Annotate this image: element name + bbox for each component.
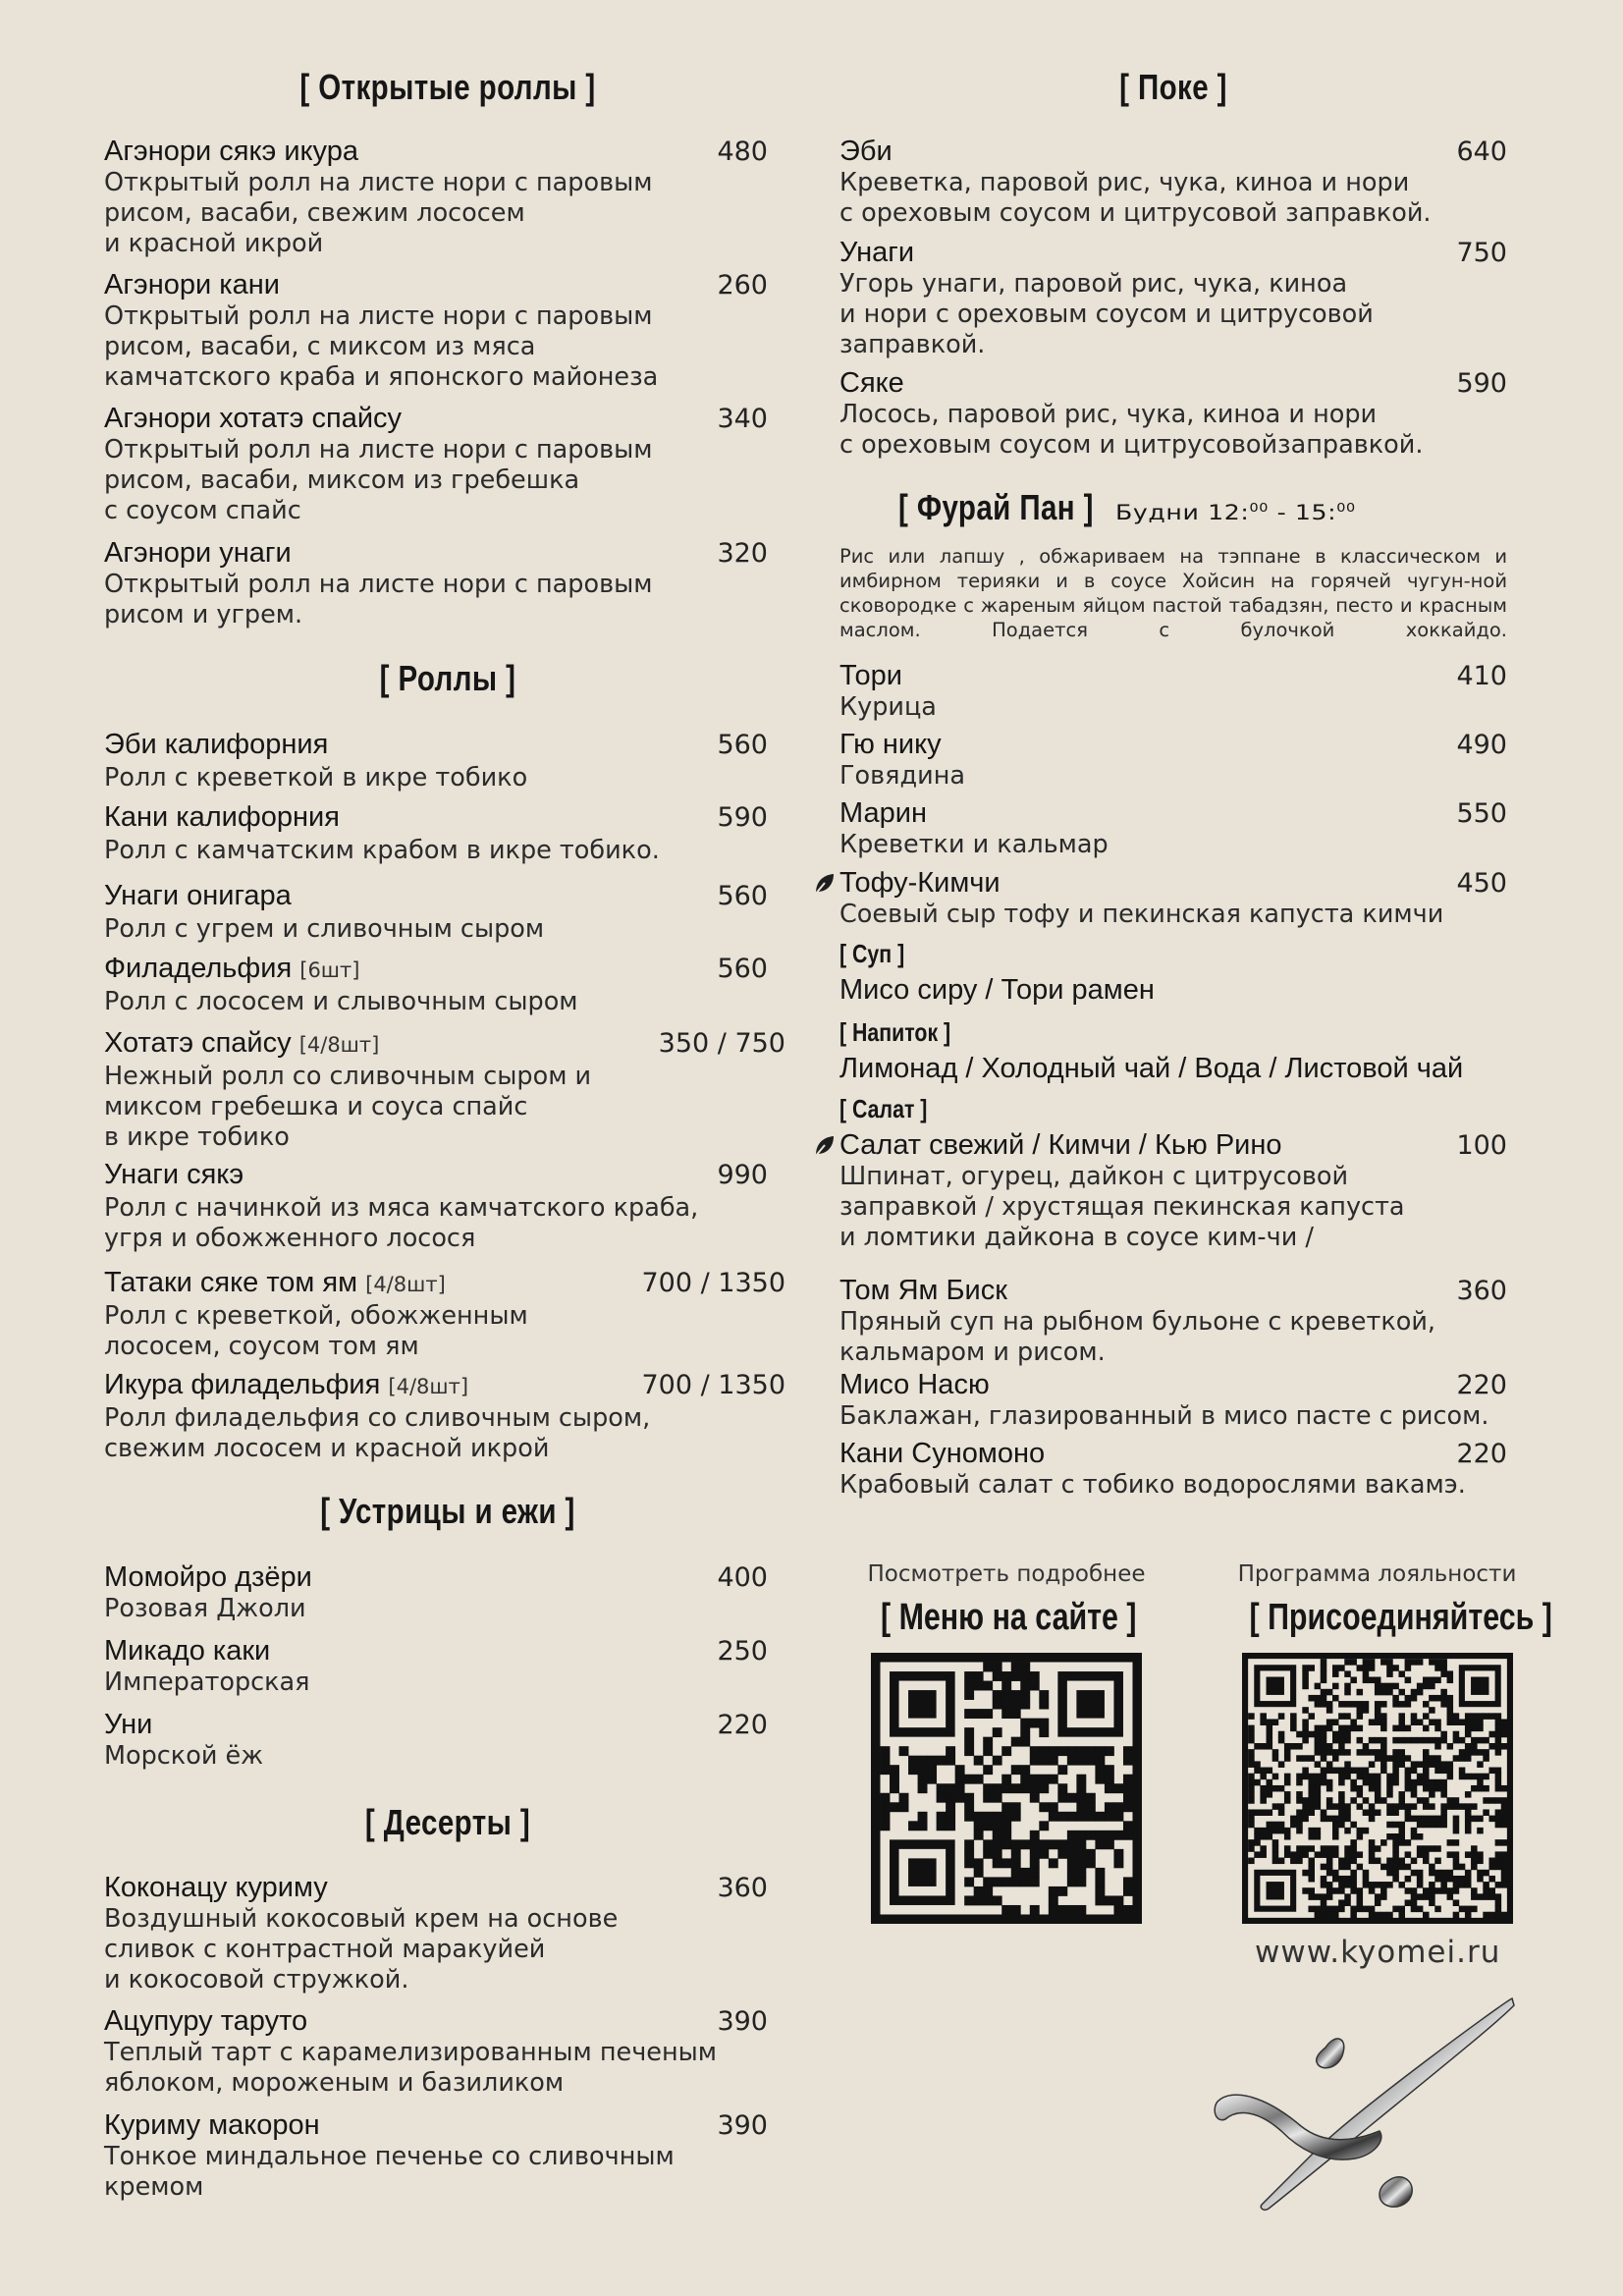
item-name: Унаги сякэ [104, 1159, 244, 1190]
menu-link-title[interactable]: [ Меню на сайте ] [881, 1597, 1137, 1638]
item-description: Ролл с лососем и слывочным сыром [104, 987, 578, 1016]
item-name: Кани Суномоно [839, 1438, 1046, 1469]
section-title-desserts: [ Десерты ] [364, 1802, 531, 1842]
item-description: Открытый ролл на листе нори с паровым рисом, васаби, с миксом из мяса камчатского краба и японского майонеза [104, 301, 659, 392]
item-description: Пряный суп на рыбном бульоне с креветкой, кальмаром и рисом. [839, 1307, 1436, 1367]
menu-item [104, 403, 791, 526]
item-description: Ролл с креветкой в икре тобико [104, 763, 528, 793]
menu-item [104, 136, 791, 259]
item-price: 590 [717, 802, 768, 833]
item-price: 390 [717, 2006, 768, 2037]
item-price: 490 [1456, 730, 1507, 760]
item-description: Тонкое миндальное печенье со сливочным кремом [104, 2142, 675, 2202]
section-title-rolls: [ Роллы ] [379, 658, 516, 698]
menu-item [104, 801, 791, 866]
menu-item [104, 1872, 791, 1995]
item-price: 250 [717, 1636, 768, 1667]
item-price: 340 [717, 404, 768, 434]
menu-item [104, 1369, 791, 1464]
website-link[interactable]: www.kyomei.ru [1255, 1935, 1501, 1970]
item-name: Уни [104, 1709, 153, 1740]
item-description: Креветка, паровой рис, чука, киноа и нори с ореховым соусом и цитрусовой заправкой. [839, 168, 1432, 228]
item-description: Ролл с угрем и сливочным сыром [104, 914, 545, 944]
item-description: Шпинат, огурец, дайкон с цитрусовой заправкой / хрустящая пекинская капуста и ломтики дайкона в соусе ким-чи / [839, 1162, 1405, 1252]
section-title-fury-pan: [ Фурай Пан ] Будни 12:$^{00}$ - 15:$^{00}$ [898, 487, 1356, 527]
menu-item [104, 537, 791, 630]
menu-item [104, 953, 791, 1017]
vegetarian-leaf-icon [812, 1133, 838, 1159]
menu-item [104, 2109, 791, 2203]
item-price: 640 [1456, 137, 1507, 167]
soup-options: Мисо сиру / Тори рамен [839, 974, 1155, 1006]
drink-options: Лимонад / Холодный чай / Вода / Листовой чай [839, 1053, 1464, 1084]
item-description: Открытый ролл на листе нори с паровым рисом, васаби, свежим лососем и красной икрой [104, 168, 653, 258]
item-price: 350 / 750 [658, 1028, 785, 1059]
loyalty-link-title[interactable]: [ Присоединяйтесь ] [1249, 1597, 1552, 1638]
item-name: Ацупуру таруто [104, 2005, 308, 2037]
brand-logo-icon [1208, 1994, 1532, 2239]
item-price: 560 [717, 730, 768, 760]
menu-item [839, 1438, 1507, 1501]
item-description: Открытый ролл на листе нори с паровым рисом, васаби, миксом из гребешка с соусом спайс [104, 435, 653, 525]
menu-item [839, 367, 1507, 461]
item-description: Ролл с начинкой из мяса камчатского краба, угря и обожженного лосося [104, 1193, 699, 1253]
item-description: Нежный ролл со сливочным сыром и миксом гребешка и соуса спайс в икре тобико [104, 1062, 592, 1152]
vegetarian-leaf-icon [812, 871, 838, 897]
item-price: 360 [1456, 1276, 1507, 1306]
item-price: 400 [717, 1562, 768, 1593]
menu-item [839, 729, 1507, 792]
menu-item [839, 237, 1507, 360]
item-name: Унаги [839, 237, 915, 268]
item-price: 260 [717, 270, 768, 301]
item-price: 220 [1456, 1370, 1507, 1400]
item-description: Креветки и кальмар [839, 830, 1109, 859]
item-name: Филадельфия [6шт] [104, 953, 360, 984]
menu-item [104, 1159, 791, 1254]
item-price: 390 [717, 2110, 768, 2141]
item-description: Ролл филадельфия со сливочным сыром, свежим лососем и красной икрой [104, 1403, 651, 1463]
menu-item [104, 1709, 791, 1772]
item-name: Гю нику [839, 729, 942, 760]
item-description: Соевый сыр тофу и пекинская капуста кимчи [839, 900, 1444, 929]
item-price: 550 [1456, 798, 1507, 829]
section-title-poke: [ Поке ] [1119, 67, 1227, 107]
item-description: Крабовый салат с тобико водорослями вакамэ. [839, 1470, 1466, 1500]
item-description: Ролл с креветкой, обожженным лососем, соусом том ям [104, 1301, 528, 1361]
item-price: 220 [1456, 1439, 1507, 1469]
qr-caption: Программа лояльности [1237, 1561, 1517, 1587]
item-price: 990 [717, 1160, 768, 1190]
item-description: Угорь унаги, паровой рис, чука, киноа и нори с ореховым соусом и цитрусовой заправкой. [839, 269, 1374, 359]
item-name: Агэнори сякэ икура [104, 136, 358, 167]
item-price: 590 [1456, 368, 1507, 399]
item-name: Икура филадельфия [4/8шт] [104, 1369, 469, 1400]
qr-caption: Посмотреть подробнее [867, 1561, 1146, 1587]
item-description: Морской ёж [104, 1741, 264, 1771]
item-description: Императорская [104, 1667, 310, 1697]
item-name: Эби калифорния [104, 729, 329, 760]
item-name: Татаки сяке том ям [4/8шт] [104, 1267, 446, 1298]
item-name: Агэнори кани [104, 269, 280, 301]
menu-item [104, 1635, 791, 1698]
menu-item [839, 660, 1507, 723]
item-name: Кани калифорния [104, 801, 340, 833]
item-price: 560 [717, 881, 768, 911]
item-name: Момойро дзёри [104, 1561, 312, 1593]
item-price: 320 [717, 538, 768, 569]
item-description: Розовая Джоли [104, 1594, 306, 1623]
item-name: Микадо каки [104, 1635, 271, 1667]
item-description: Баклажан, глазированный в мисо пасте с рисом. [839, 1401, 1489, 1431]
item-price: 480 [717, 137, 768, 167]
drink-heading: [ Напиток ] [839, 1017, 951, 1047]
item-price: 700 / 1350 [641, 1268, 785, 1298]
menu-item [839, 797, 1507, 860]
menu-qr-block[interactable] [849, 1561, 1163, 1924]
item-name: Куриму макорон [104, 2109, 320, 2141]
menu-item [839, 1275, 1507, 1368]
item-price: 750 [1456, 238, 1507, 268]
item-description: Теплый тарт с карамелизированным печеным яблоком, мороженым и базиликом [104, 2038, 717, 2098]
fury-pan-hours: Будни 12:$^{00}$ - 15:$^{00}$ [1114, 501, 1356, 524]
item-name: Сяке [839, 367, 904, 399]
item-description: Лосось, паровой рис, чука, киноа и нори с ореховым соусом и цитрусовойзаправкой. [839, 400, 1424, 460]
item-name: Мисо Насю [839, 1369, 990, 1400]
menu-item [839, 1369, 1507, 1432]
item-price: 360 [717, 1873, 768, 1903]
item-name: Эби [839, 136, 893, 167]
item-description: Ролл с камчатским крабом в икре тобико. [104, 836, 660, 865]
menu-item [104, 1027, 791, 1153]
item-name: Марин [839, 797, 927, 829]
menu-item [104, 1267, 791, 1362]
soup-heading: [ Суп ] [839, 939, 905, 968]
item-name: Коконацу куриму [104, 1872, 328, 1903]
item-name: Салат свежий / Кимчи / Кью Рино [839, 1129, 1282, 1161]
item-description: Открытый ролл на листе нори с паровым рисом и угрем. [104, 570, 653, 629]
menu-item [104, 269, 791, 393]
fury-pan-intro: Рис или лапшу , обжариваем на тэппане в классическом и имбирном терияки и в соусе Хойсин на горячей чугун-ной сковородке с жареным яйцом пастой табадзян, песто и красным маслом. Подается с булочкой хоккайдо. [839, 545, 1507, 641]
item-price: 450 [1456, 868, 1507, 899]
salad-heading: [ Салат ] [839, 1094, 928, 1123]
menu-item [104, 2005, 791, 2099]
loyalty-qr-code[interactable] [1242, 1653, 1513, 1924]
item-name: Тофу-Кимчи [839, 867, 1001, 899]
menu-item [839, 136, 1507, 229]
item-price: 700 / 1350 [641, 1370, 785, 1400]
menu-item [839, 867, 1507, 930]
item-price: 220 [717, 1710, 768, 1740]
item-name: Тори [839, 660, 902, 691]
item-description: Курица [839, 692, 937, 722]
item-price: 560 [717, 954, 768, 984]
item-price: 100 [1456, 1130, 1507, 1161]
menu-qr-code[interactable] [871, 1653, 1142, 1924]
menu-item [104, 729, 791, 793]
menu-item [104, 880, 791, 945]
item-name: Хотатэ спайсу [4/8шт] [104, 1027, 380, 1059]
menu-item [104, 1561, 791, 1624]
item-name: Агэнори хотатэ спайсу [104, 403, 403, 434]
item-name: Том Ям Биск [839, 1275, 1007, 1306]
item-name: Унаги онигара [104, 880, 292, 911]
section-title-open-rolls: [ Открытые роллы ] [299, 67, 596, 107]
loyalty-qr-block[interactable] [1217, 1561, 1552, 1924]
item-description: Говядина [839, 761, 966, 791]
item-name: Агэнори унаги [104, 537, 292, 569]
item-description: Воздушный кокосовый крем на основе сливок с контрастной маракуйей и кокосовой стружкой. [104, 1904, 619, 1995]
section-title-oysters: [ Устрицы и ежи ] [320, 1491, 575, 1531]
item-price: 410 [1456, 661, 1507, 691]
menu-item [839, 1129, 1507, 1253]
